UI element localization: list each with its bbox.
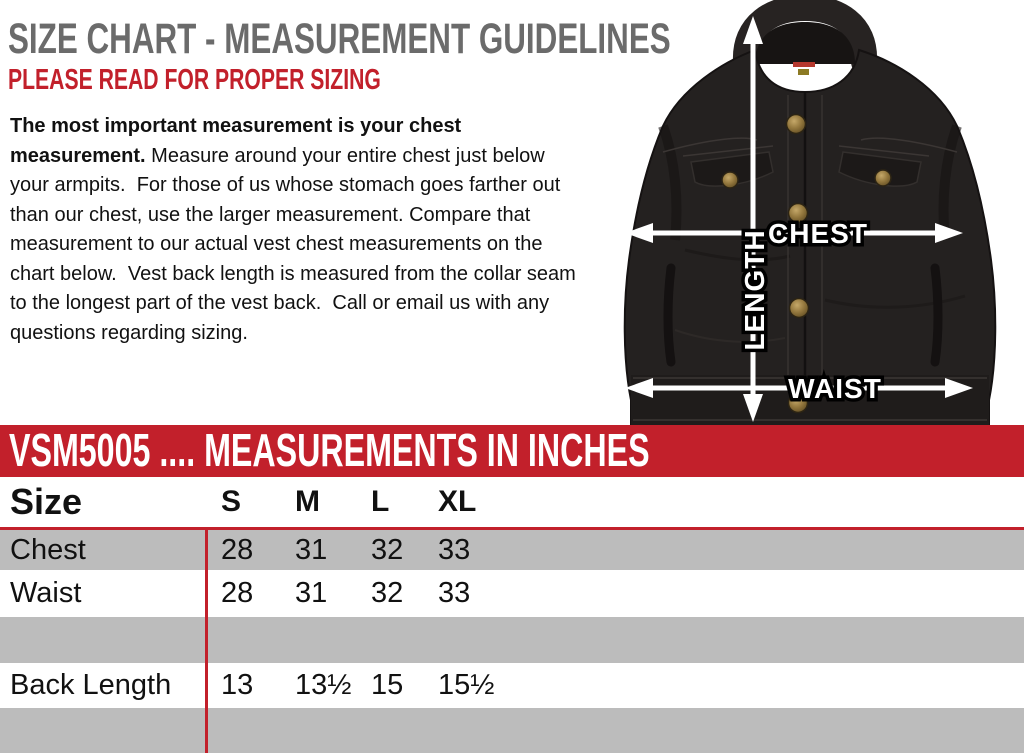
table-header-col-m: M — [295, 485, 320, 518]
waist-label: WAIST — [788, 373, 882, 404]
cell-backlength-l: 15 — [371, 669, 404, 701]
vest-welt-pocket-left — [668, 268, 671, 362]
table-header-row — [0, 477, 1024, 527]
table-header-size: Size — [10, 481, 83, 522]
measurements-table — [0, 477, 1024, 753]
page-subtitle — [8, 60, 598, 95]
vest-inner-tag — [793, 62, 815, 67]
cell-backlength-s: 13 — [221, 669, 254, 701]
page-subtitle-text: PLEASE READ FOR PROPER SIZING — [8, 64, 381, 96]
vest-measurement-diagram — [605, 0, 1015, 425]
table-column-divider — [205, 527, 208, 753]
cell-waist-m: 31 — [295, 577, 328, 609]
cell-waist-s: 28 — [221, 577, 254, 609]
vest-button-1 — [787, 115, 806, 134]
cell-spacer — [356, 617, 423, 663]
table-row-waist — [0, 570, 1024, 617]
table-header-col-s: S — [221, 485, 242, 518]
cell-chest-l: 32 — [371, 533, 404, 566]
length-label: LENGTH — [739, 229, 770, 351]
cell-spacer — [280, 708, 356, 753]
cell-spacer — [280, 617, 356, 663]
model-banner — [0, 425, 1024, 477]
vest-inner-tag-small — [798, 69, 809, 75]
row-label — [0, 617, 206, 663]
sizing-instructions-rest: Measure around your entire chest just below your armpits. For those of us whose stomach goes farther out than our chest, use the larger measurement. Compare that measurement to our actual vest chest measurements on the chart below. Vest back length is measured from the collar seam to the longest part of the vest back. Call or email us with any questions regarding sizing. — [10, 144, 582, 344]
cell-spacer — [206, 617, 280, 663]
row-label: Waist — [10, 577, 82, 609]
vest-photo — [605, 0, 1015, 425]
sizing-instructions — [10, 112, 588, 348]
cell-spacer — [423, 708, 1024, 753]
model-banner-text-inner: VSM5005 .... MEASUREMENTS IN INCHES — [9, 425, 650, 476]
guidelines-section — [8, 0, 671, 348]
cell-spacer — [423, 617, 1024, 663]
cell-backlength-xl: 15½ — [438, 669, 495, 701]
table-header-col-xl: XL — [438, 485, 477, 518]
sizing-instructions-bold: The most important measurement is your chest measurement. — [10, 115, 467, 167]
vest-welt-pocket-right — [935, 268, 938, 362]
vest-button-3 — [790, 299, 809, 318]
table-row-back-length — [0, 663, 1024, 708]
cell-chest-s: 28 — [221, 533, 254, 566]
table-row-chest — [0, 530, 1024, 570]
cell-spacer — [356, 708, 423, 753]
row-label: Back Length — [10, 669, 172, 701]
vest-pocket-button-left — [722, 172, 738, 188]
model-banner-text — [0, 425, 1024, 476]
cell-chest-m: 31 — [295, 533, 328, 566]
table-row-spacer-2 — [0, 708, 1024, 753]
table-row-spacer-1 — [0, 617, 1024, 663]
chest-label: CHEST — [768, 218, 868, 249]
table-header-col-l: L — [371, 485, 390, 518]
page-title — [8, 0, 671, 63]
vest-pocket-button-right — [875, 170, 891, 186]
cell-waist-xl: 33 — [438, 577, 471, 609]
row-label: Chest — [10, 533, 86, 566]
page-title-text: SIZE CHART - MEASUREMENT GUIDELINES — [8, 15, 671, 63]
row-label — [0, 708, 206, 753]
cell-spacer — [206, 708, 280, 753]
cell-waist-l: 32 — [371, 577, 404, 609]
cell-chest-xl: 33 — [438, 533, 471, 566]
cell-backlength-m: 13½ — [295, 669, 352, 701]
